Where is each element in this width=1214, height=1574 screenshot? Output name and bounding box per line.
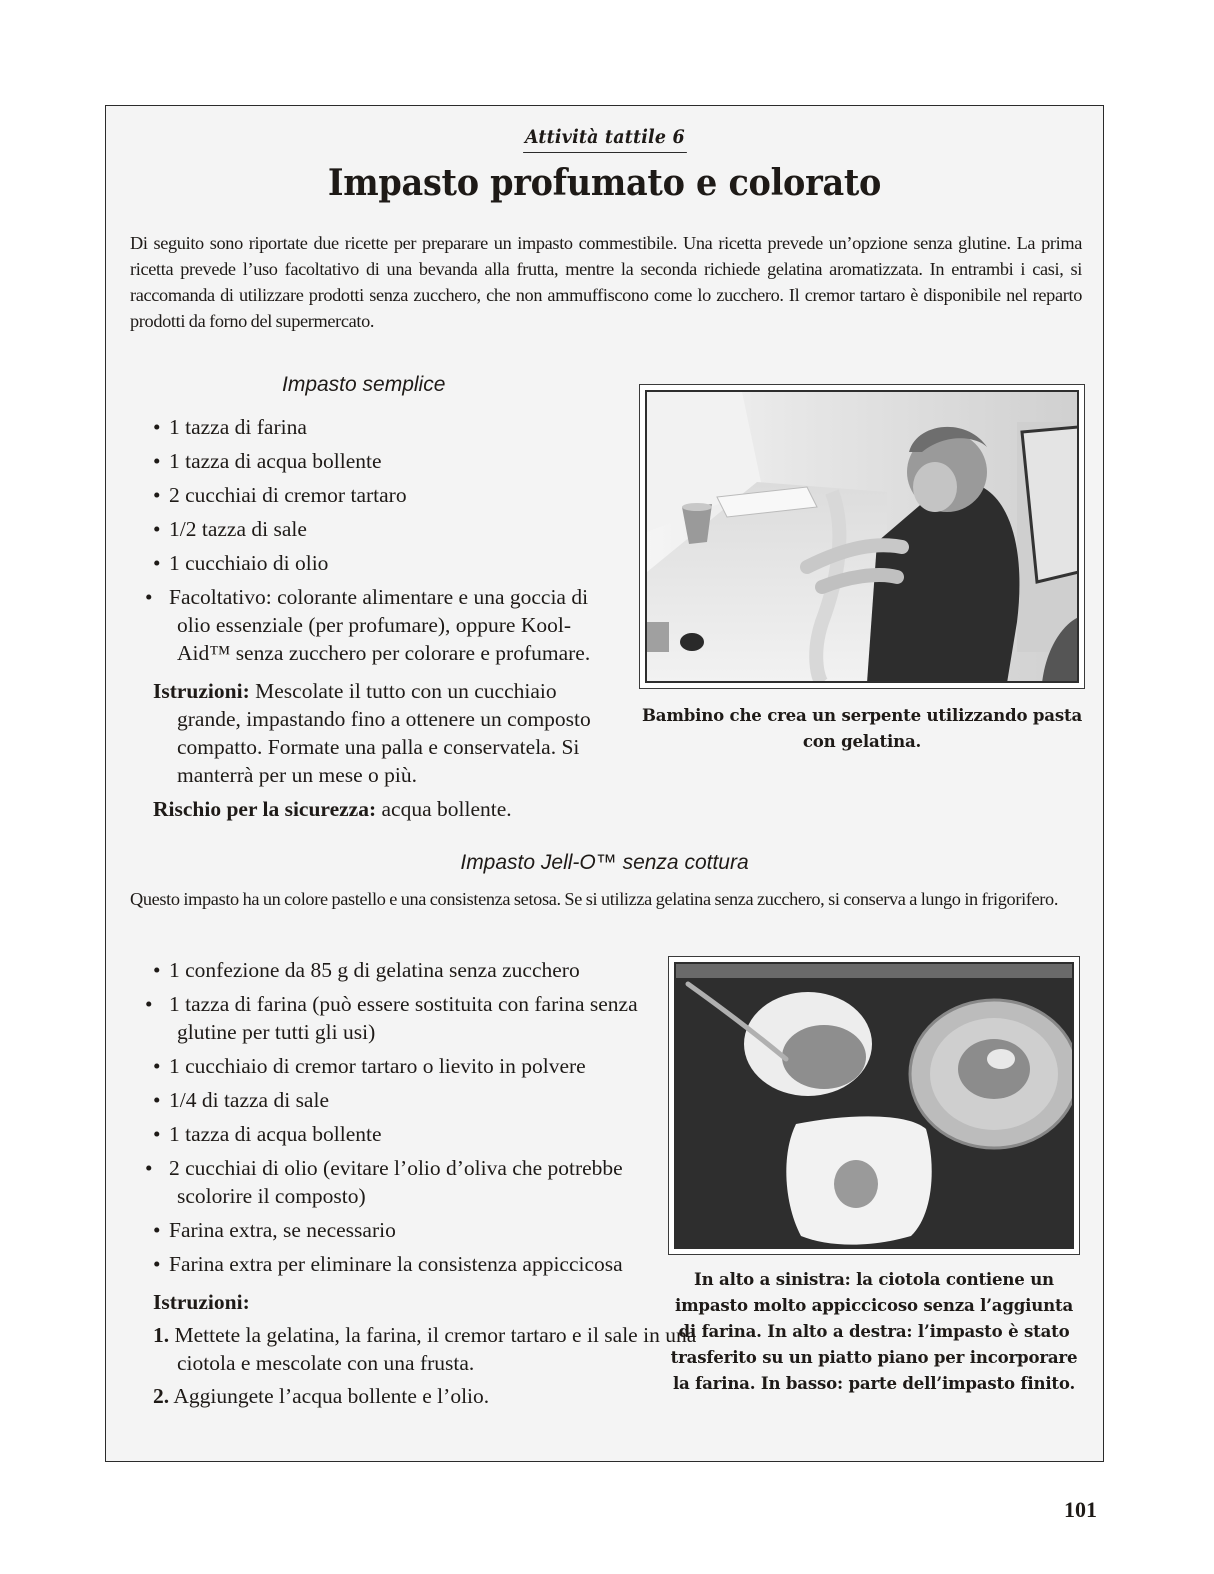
- photo2-caption: In alto a sinistra: la ciotola contiene un impasto molto appiccicoso senza l’aggiunta di farina. In alto a destra: l’impasto è stato trasferito su un piatto piano per incorporare la farina. In basso: parte dell’impasto finito.: [670, 1269, 1078, 1393]
- activity-box: [105, 105, 1104, 1462]
- ingredient-text: Facoltativo: colorante alimentare e una goccia di olio essenziale (per profumare), oppure Kool-Aid™ senza zucchero per colorare e profumare.: [169, 585, 591, 665]
- ingredient-item: [153, 481, 623, 509]
- ingredient-text: 1 cucchiaio di olio: [169, 551, 329, 575]
- activity-kicker: [106, 126, 1103, 153]
- bullet-icon: •: [153, 517, 161, 541]
- ingredient-text: Farina extra, se necessario: [169, 1218, 396, 1242]
- ingredient-text: 1 tazza di acqua bollente: [169, 1122, 382, 1146]
- ingredient-item: • 1 tazza di farina (può essere sostituita con farina senza glutine per tutti gli usi): [145, 992, 638, 1044]
- risk-text: acqua bollente.: [376, 797, 512, 821]
- recipe2-description: Questo impasto ha un colore pastello e una consistenza setosa. Se si utilizza gelatina senza zucchero, si conserva a lungo in frigorifero.: [130, 889, 1059, 909]
- photo1-caption: Bambino che crea un serpente utilizzando pasta con gelatina.: [641, 705, 1083, 751]
- bullet-icon: •: [153, 483, 161, 507]
- recipe1-safety-risk: [153, 795, 598, 823]
- bullet-icon: •: [153, 415, 161, 439]
- bullet-icon: •: [153, 1088, 161, 1112]
- recipe1-title: Impasto semplice: [282, 373, 446, 396]
- recipe2-step-1: [153, 1321, 697, 1377]
- bullet-icon: •: [153, 551, 161, 575]
- step-number: 2.: [153, 1384, 170, 1408]
- step-text: Mettete la gelatina, la farina, il cremor tartaro e il sale in una ciotola e mescolate con una frusta.: [169, 1323, 697, 1375]
- page-title: Impasto profumato e colorato: [327, 162, 882, 204]
- instructions-text: Mescolate il tutto con un cucchiaio grande, impastando fino a ottenere un composto compatto. Formate una palla e conservatela. Si manterrà per un mese o più.: [177, 679, 591, 787]
- ingredient-text: 1 cucchiaio di cremor tartaro o lievito in polvere: [169, 1054, 586, 1078]
- photo1-frame: [639, 384, 1085, 689]
- photo2-frame: [668, 956, 1080, 1255]
- ingredient-item: [153, 549, 623, 577]
- bullet-icon: •: [153, 958, 161, 982]
- ingredient-item: [153, 1086, 673, 1114]
- dough-photo-illustration: [676, 964, 1074, 1249]
- ingredient-item: [153, 1120, 673, 1148]
- recipe1-ingredients: [145, 413, 623, 673]
- recipe2-ingredients: [145, 956, 673, 1284]
- ingredient-item: [153, 515, 623, 543]
- ingredient-text: 2 cucchiai di olio (evitare l’olio d’oliva che potrebbe scolorire il composto): [169, 1156, 623, 1208]
- ingredient-text: 1 tazza di farina (può essere sostituita con farina senza glutine per tutti gli usi): [169, 992, 638, 1044]
- bullet-icon: •: [153, 1252, 161, 1276]
- child-photo-illustration: [647, 392, 1079, 683]
- ingredient-item: • Facoltativo: colorante alimentare e una goccia di olio essenziale (per profumare), oppure Kool-Aid™ senza zucchero per colorare e profumare.: [145, 585, 591, 665]
- ingredient-item: [153, 1250, 673, 1278]
- photo-child-making-snake: [645, 390, 1079, 683]
- recipe1-instructions: [153, 677, 622, 789]
- ingredient-item: [153, 1052, 673, 1080]
- step-text: Aggiungete l’acqua bollente e l’olio.: [169, 1384, 490, 1408]
- ingredient-text: 1 confezione da 85 g di gelatina senza zucchero: [169, 958, 580, 982]
- ingredient-text: Farina extra per eliminare la consistenza appiccicosa: [169, 1252, 623, 1276]
- instructions-label: Istruzioni:: [153, 679, 250, 703]
- ingredient-text: 1 tazza di acqua bollente: [169, 449, 382, 473]
- ingredient-item: • 2 cucchiai di olio (evitare l’olio d’oliva che potrebbe scolorire il composto): [145, 1156, 623, 1208]
- page-number: 101: [1064, 1497, 1097, 1522]
- instructions-label: Istruzioni:: [153, 1290, 250, 1314]
- bullet-icon: •: [153, 1218, 161, 1242]
- bullet-icon: •: [153, 1122, 161, 1146]
- risk-label: Rischio per la sicurezza:: [153, 797, 377, 821]
- ingredient-item: [153, 413, 623, 441]
- bullet-icon: •: [153, 1054, 161, 1078]
- recipe2-title: Impasto Jell-O™ senza cottura: [460, 851, 749, 874]
- step-number: 1.: [153, 1323, 170, 1347]
- ingredient-text: 1 tazza di farina: [169, 415, 307, 439]
- recipe2-step-2: [153, 1382, 697, 1410]
- ingredient-text: 1/2 tazza di sale: [169, 517, 307, 541]
- photo-dough-bowls: [674, 962, 1074, 1249]
- kicker-text: Attività tattile 6: [523, 126, 687, 153]
- bullet-icon: •: [153, 449, 161, 473]
- ingredient-item: [153, 447, 623, 475]
- intro-paragraph: Di seguito sono riportate due ricette per preparare un impasto commestibile. Una ricetta prevede un’opzione senza glutine. La prima ricetta prevede l’uso facoltativo di una bevanda alla frutta, mentre la seconda richiede gelatina aromatizzata. In entrambi i casi, si raccomanda di utilizzare prodotti senza zucchero, che non ammuffiscono come lo zucchero. Il cremor tartaro è disponibile nel reparto prodotti da forno del supermercato.: [130, 233, 1082, 331]
- ingredient-text: 1/4 di tazza di sale: [169, 1088, 329, 1112]
- ingredient-text: 2 cucchiai di cremor tartaro: [169, 483, 407, 507]
- ingredient-item: [153, 1216, 673, 1244]
- recipe2-instructions-label: [153, 1288, 553, 1316]
- ingredient-item: [153, 956, 673, 984]
